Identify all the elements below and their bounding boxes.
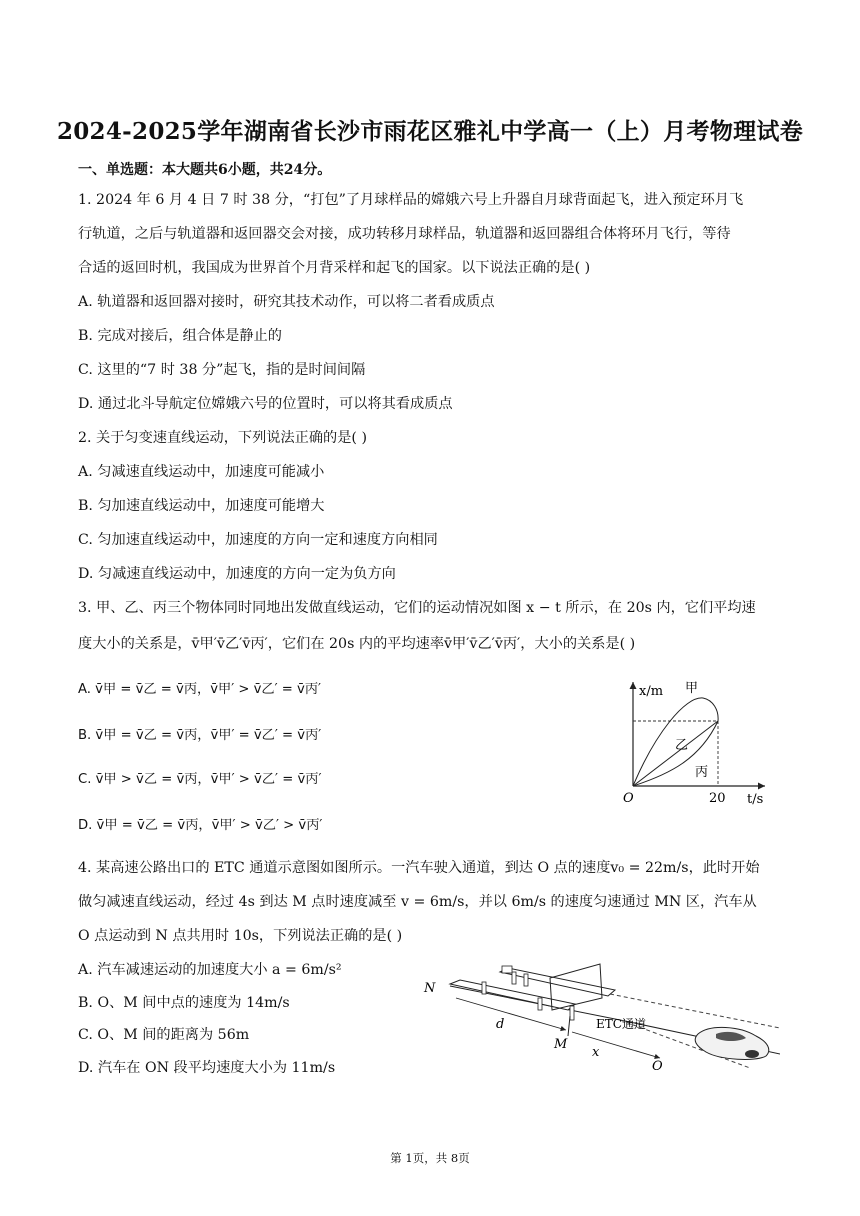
etc-post-5: [570, 1006, 574, 1020]
q1-option-c: C. 这里的“7 时 38 分”起飞，指的是时间间隔: [78, 362, 366, 378]
etc-post-1: [482, 982, 486, 994]
q3-option-d: D. v̄甲 = v̄乙 = v̄丙，v̄甲′ > v̄乙′ > v̄丙′: [78, 818, 323, 833]
xt-x-tick-20: 20: [709, 791, 726, 806]
etc-label-d: d: [496, 1017, 505, 1032]
etc-post-3: [524, 974, 528, 986]
q4-text-line-1: 4. 某高速公路出口的 ETC 通道示意图如图所示。一汽车驶入通道，到达 O 点的速度v₀ = 22m/s，此时开始: [78, 860, 760, 876]
q4-text-line-3: O 点运动到 N 点共用时 10s，下列说法正确的是( ): [78, 928, 403, 944]
etc-x-arrow: [572, 1032, 660, 1058]
etc-label-x: x: [592, 1045, 600, 1060]
q1-option-a: A. 轨道器和返回器对接时，研究其技术动作，可以将二者看成质点: [78, 294, 495, 310]
xt-label-bing: 丙: [695, 765, 709, 780]
q1-option-b: B. 完成对接后，组合体是静止的: [78, 328, 282, 344]
section-heading: 一、单选题：本大题共6小题，共24分。: [78, 162, 332, 178]
q2-option-c: C. 匀加速直线运动中，加速度的方向一定和速度方向相同: [78, 532, 438, 548]
etc-m-line: [568, 1016, 570, 1036]
q4-option-a: A. 汽车减速运动的加速度大小 a = 6m/s²: [78, 962, 342, 978]
q3-option-b: B. v̄甲 = v̄乙 = v̄丙，v̄甲′ = v̄乙′ = v̄丙′: [78, 728, 322, 743]
etc-label-o: O: [652, 1059, 663, 1074]
q2-option-b: B. 匀加速直线运动中，加速度可能增大: [78, 498, 325, 514]
q3-text-line-1: 3. 甲、乙、丙三个物体同时同地出发做直线运动，它们的运动情况如图 x − t 所示，在 20s 内，它们平均速: [78, 600, 756, 616]
q1-text-line-3: 合适的返回时机，我国成为世界首个月背采样和起飞的国家。以下说法正确的是( ): [78, 260, 591, 276]
etc-channel-figure: [420, 958, 780, 1076]
q3-text-line-2: 度大小的关系是，v̄甲′v̄乙′v̄丙′，它们在 20s 内的平均速率v̄甲′v̄乙′v̄丙′，大小的关系是( ): [78, 636, 636, 652]
q4-text-line-2: 做匀减速直线运动，经过 4s 到达 M 点时速度减至 v = 6m/s，并以 6m/s 的速度匀速通过 MN 区，汽车从: [78, 894, 757, 910]
xt-y-axis-label: x/m: [639, 684, 664, 699]
q2-option-d: D. 匀减速直线运动中，加速度的方向一定为负方向: [78, 566, 396, 582]
xt-label-jia: 甲: [685, 681, 699, 696]
q2-option-a: A. 匀减速直线运动中，加速度可能减小: [78, 464, 325, 480]
xt-graph-figure: [615, 674, 775, 809]
etc-post-2: [512, 972, 516, 984]
xt-origin-label: O: [623, 791, 634, 806]
page-footer: 第 1页，共 8页: [390, 1151, 470, 1165]
q4-option-c: C. O、M 间的距离为 56m: [78, 1027, 250, 1043]
xt-x-axis-label: t/s: [747, 792, 764, 807]
page-title: 2024-2025学年湖南省长沙市雨花区雅礼中学高一（上）月考物理试卷: [56, 118, 804, 145]
etc-post-4: [538, 998, 542, 1010]
q4-option-d: D. 汽车在 ON 段平均速度大小为 11m/s: [78, 1060, 336, 1076]
etc-booth: [502, 966, 512, 973]
q3-option-a: A. v̄甲 = v̄乙 = v̄丙，v̄甲′ > v̄乙′ = v̄丙′: [78, 682, 322, 697]
etc-label-m: M: [554, 1037, 568, 1052]
etc-label-n: N: [424, 981, 436, 996]
q1-text-line-2: 行轨道，之后与轨道器和返回器交会对接，成功转移月球样品，轨道器和返回器组合体将环月飞行，等待: [78, 226, 731, 242]
q2-text-line-1: 2. 关于匀变速直线运动，下列说法正确的是( ): [78, 430, 368, 446]
q4-option-b: B. O、M 间中点的速度为 14m/s: [78, 995, 290, 1011]
etc-channel-label: ETC通道: [596, 1017, 646, 1031]
xt-label-yi: 乙: [675, 738, 689, 753]
q3-option-c: C. v̄甲 > v̄乙 = v̄丙，v̄甲′ > v̄乙′ = v̄丙′: [78, 772, 322, 787]
q1-option-d: D. 通过北斗导航定位嫦娥六号的位置时，可以将其看成质点: [78, 396, 453, 412]
q1-text-line-1: 1. 2024 年 6 月 4 日 7 时 38 分，“打包”了月球样品的嫦娥六号上升器自月球背面起飞，进入预定环月飞: [78, 192, 744, 208]
etc-car-wheel: [745, 1050, 759, 1058]
